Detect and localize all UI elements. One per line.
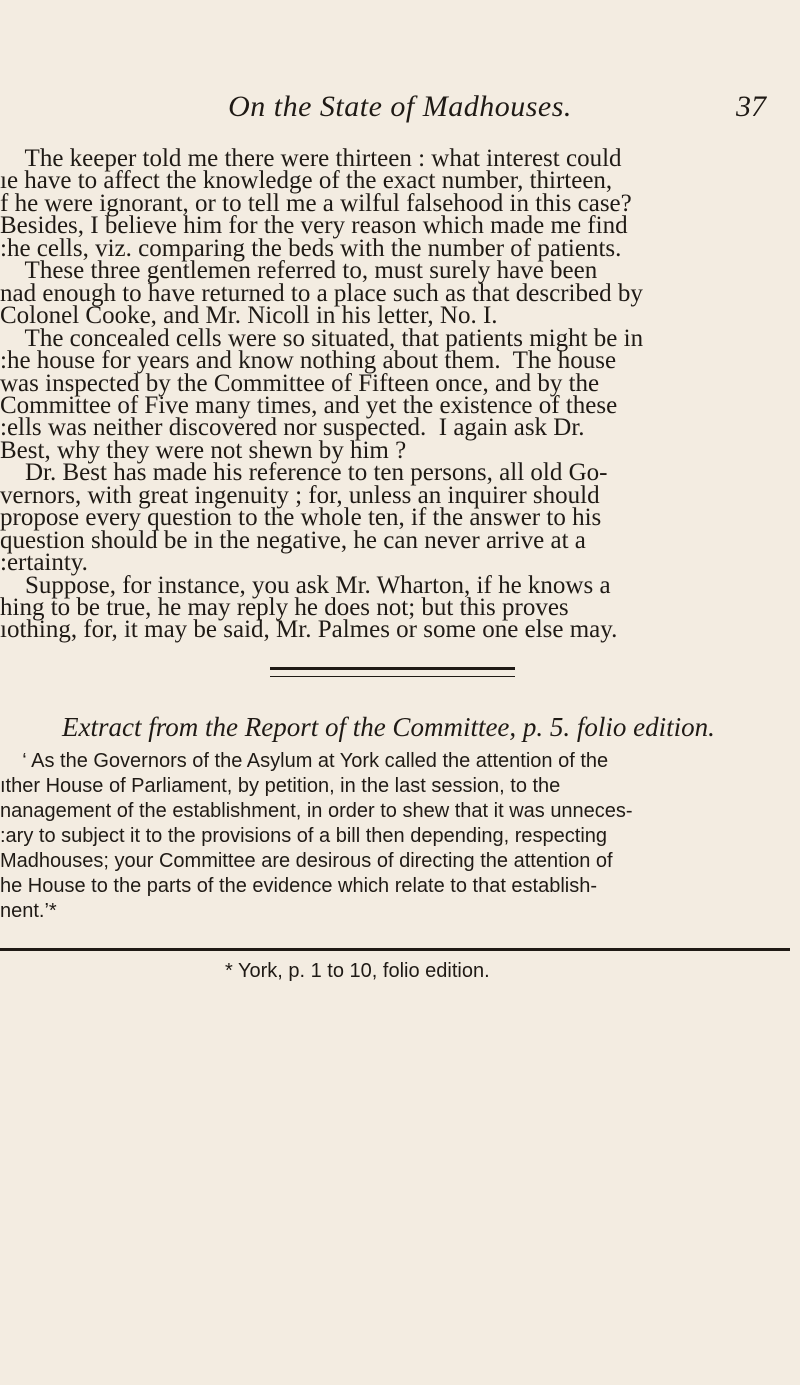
body-line: The concealed cells were so situated, that patients might be in: [0, 324, 644, 352]
extract-line: ıther House of Parliament, by petition, in the last session, to the: [0, 775, 561, 797]
extract-line: ‘ As the Governors of the Asylum at York called the attention of the: [0, 750, 609, 772]
body-line: ıe have to affect the knowledge of the exact number, thirteen,: [0, 167, 613, 195]
body-line: Besides, I believe him for the very reason which made me find: [0, 212, 628, 240]
footnote-rule: [0, 948, 790, 951]
body-line: These three gentlemen referred to, must surely have been: [0, 257, 598, 285]
footnote: * York, p. 1 to 10, folio edition.: [225, 960, 490, 982]
extract-line: he House to the parts of the evidence which relate to that establish-: [0, 875, 598, 897]
body-line: ıothing, for, it may be said, Mr. Palmes or some one else may.: [0, 616, 618, 644]
body-line: vernors, with great ingenuity ; for, unless an inquirer should: [0, 481, 600, 509]
extract-line: Madhouses; your Committee are desirous of directing the attention of: [0, 850, 613, 872]
running-title: On the State of Madhouses.: [228, 90, 572, 123]
running-head: [0, 90, 800, 130]
body-line: :ells was neither discovered nor suspected. I again ask Dr.: [0, 414, 585, 442]
body-line: was inspected by the Committee of Fifteen once, and by the: [0, 369, 600, 397]
body-line: propose every question to the whole ten, if the answer to his: [0, 504, 602, 532]
body-line: hing to be true, he may reply he does not; but this proves: [0, 594, 569, 621]
extract-line: :ary to subject it to the provisions of a bill then depending, respecting: [0, 825, 608, 847]
body-line: f he were ignorant, or to tell me a wilful falsehood in this case?: [0, 189, 632, 217]
extract-line: nent.’*: [0, 900, 57, 922]
body-line: Committee of Five many times, and yet the existence of these: [0, 391, 618, 419]
body-line: nad enough to have returned to a place such as that described by: [0, 279, 643, 307]
body-line: question should be in the negative, he can never arrive at a: [0, 526, 586, 554]
body-line: Colonel Cooke, and Mr. Nicoll in his letter, No. I.: [0, 302, 498, 330]
extract-line: nanagement of the establishment, in order to shew that it was unneces-: [0, 800, 633, 822]
body-line: Dr. Best has made his reference to ten persons, all old Go-: [0, 459, 608, 487]
body-line: :he cells, viz. comparing the beds with the number of patients.: [0, 234, 622, 262]
section-divider: [270, 667, 515, 677]
page-number: 37: [736, 90, 766, 123]
extract-heading: Extract from the Report of the Committee, p. 5. folio edition.: [62, 712, 715, 742]
body-line: Suppose, for instance, you ask Mr. Wharton, if he knows a: [0, 571, 611, 599]
body-line: The keeper told me there were thirteen : what interest could: [0, 145, 622, 172]
body-line: :he house for years and know nothing about them. The house: [0, 347, 617, 375]
body-line: :ertainty.: [0, 549, 88, 577]
body-line: Best, why they were not shewn by him ?: [0, 436, 407, 464]
